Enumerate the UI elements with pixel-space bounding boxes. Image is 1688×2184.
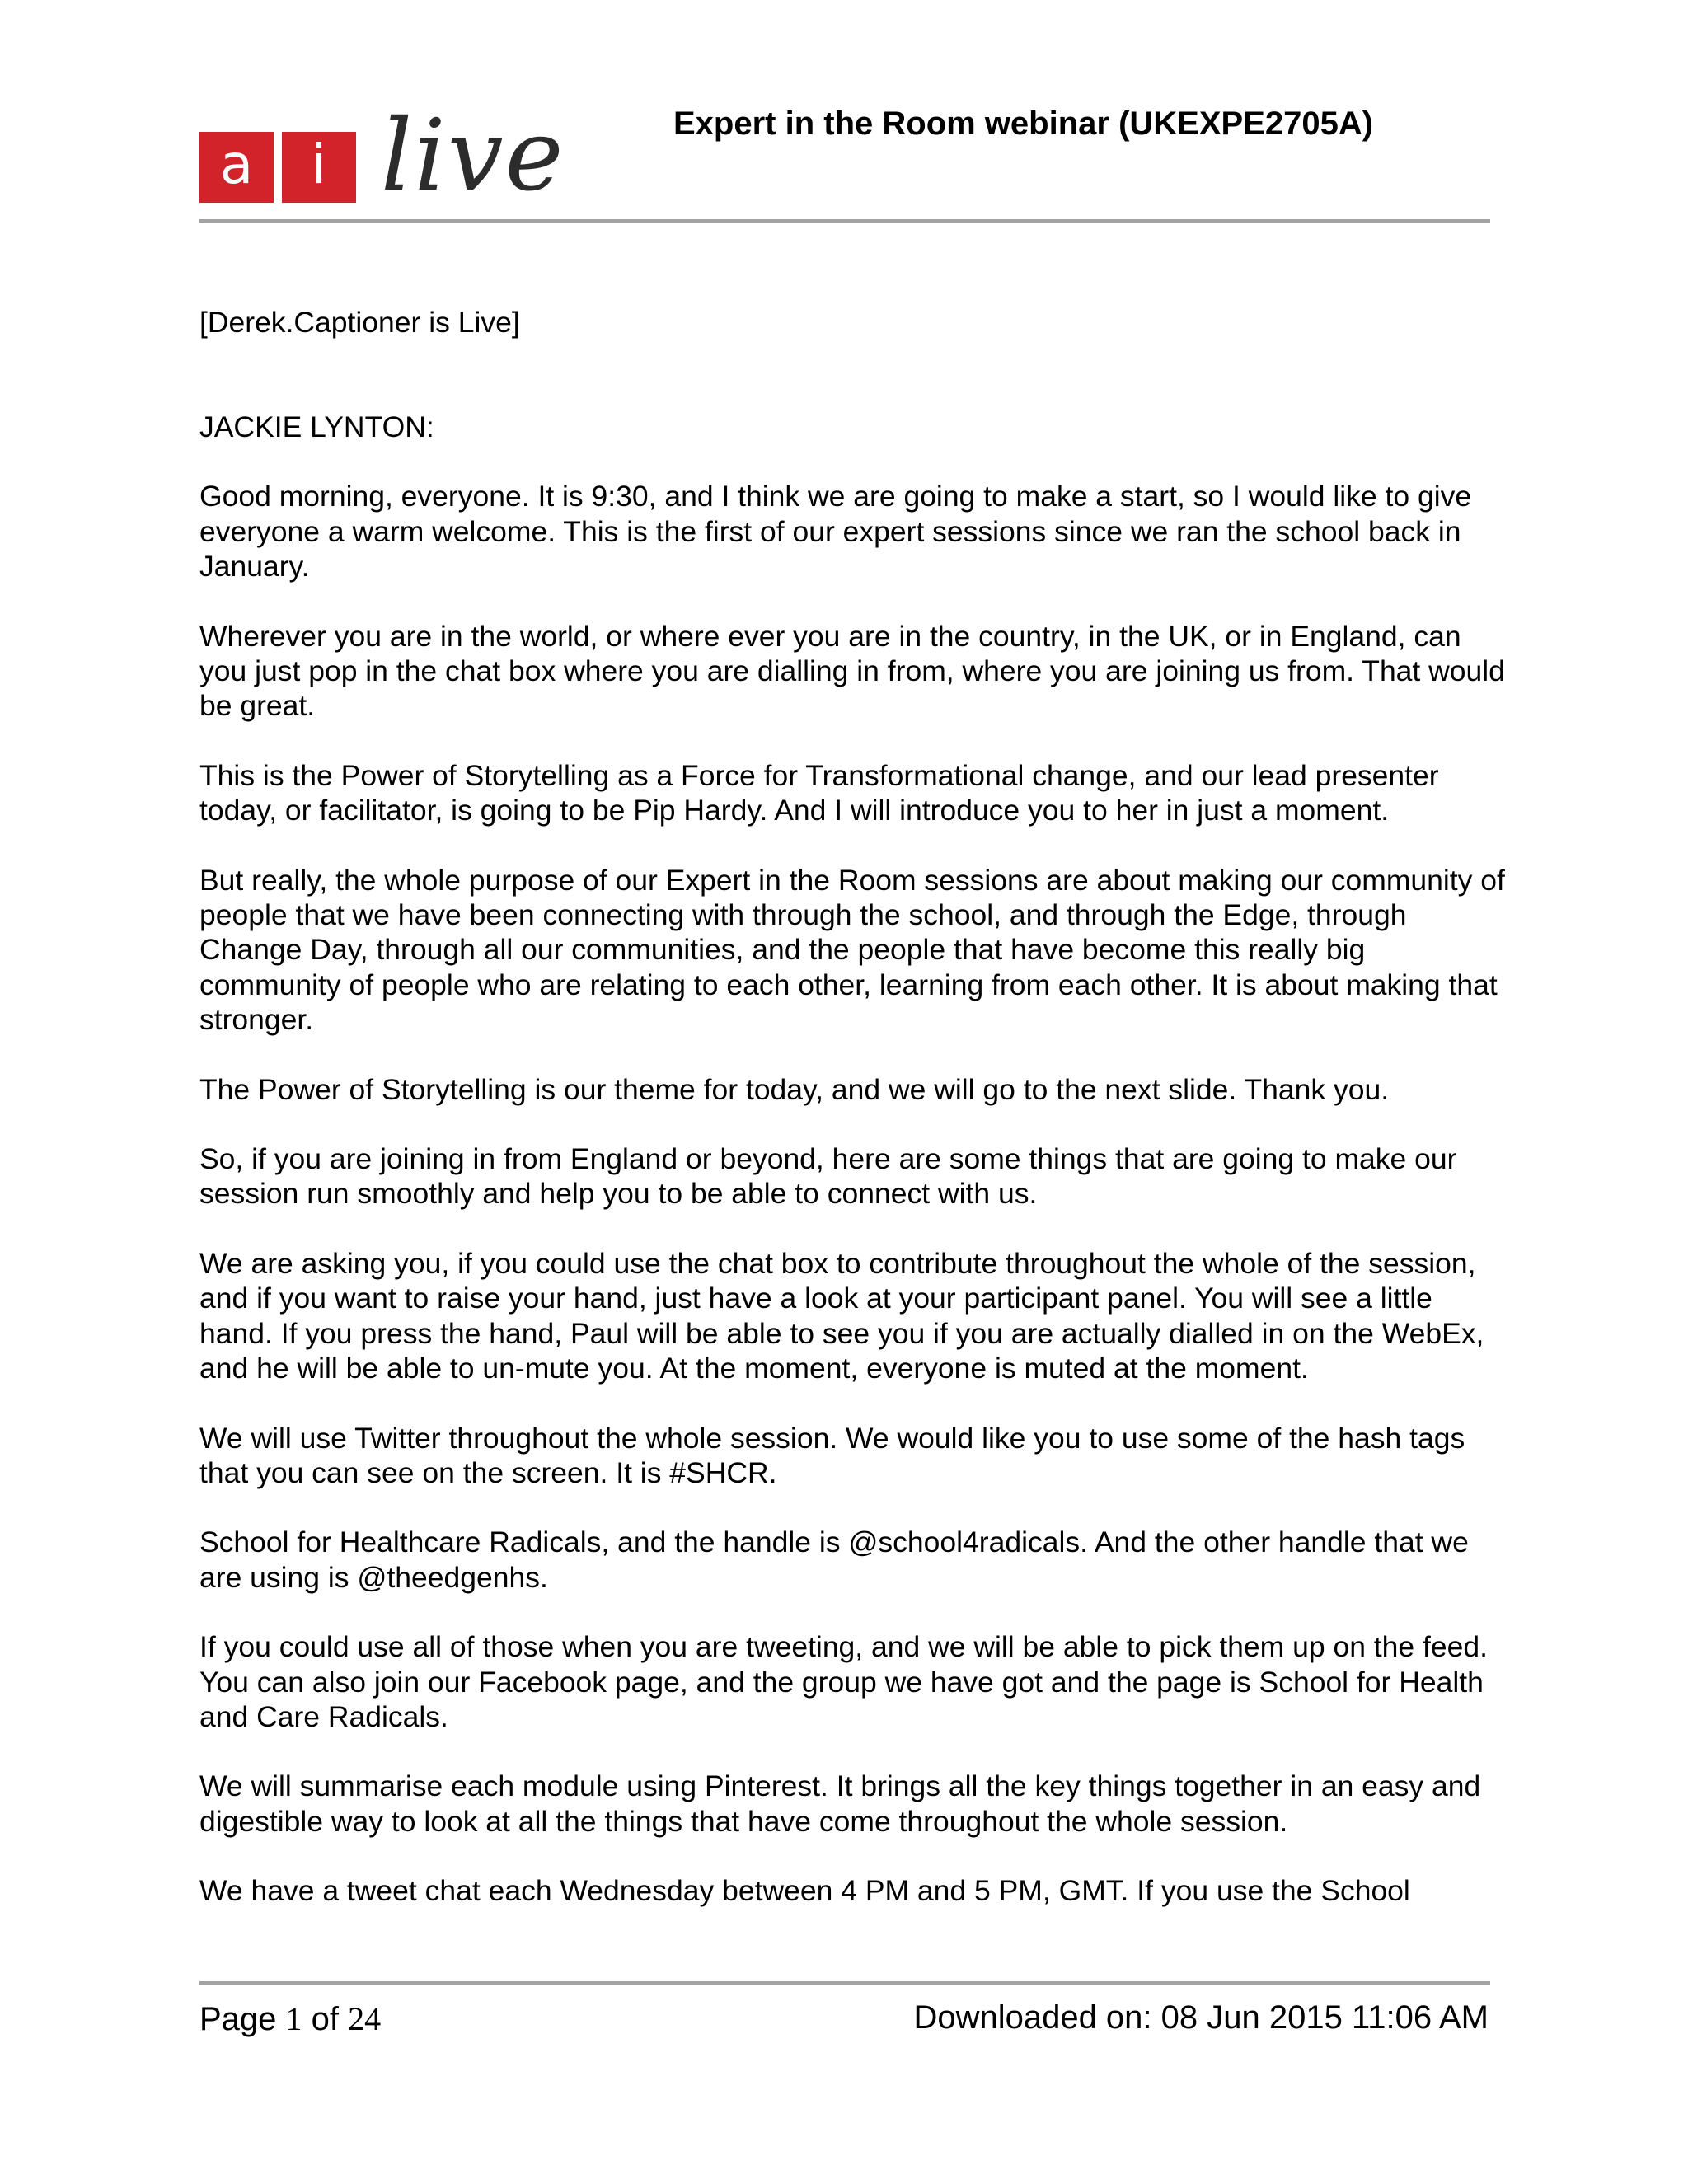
transcript-paragraph: If you could use all of those when you are tweeting, and we will be able to pick them up on the feed. You can also join our Facebook page, and the group we have got and the page is School for Health and Care Radicals.: [199, 1630, 1488, 1733]
page-number: [199, 1999, 381, 2038]
speaker-name: JACKIE LYNTON:: [199, 410, 434, 443]
document-title: Expert in the Room webinar (UKEXPE2705A): [673, 105, 1374, 142]
page-total: 24: [348, 2000, 382, 2037]
transcript-paragraph: We are asking you, if you could use the chat box to contribute throughout the whole of the session, and if you want to raise your hand, just have a look at your participant panel. You will see a little hand. If you press the hand, Paul will be able to see you if you are actually dialled in on the WebEx, and he will be able to un-mute you. At the moment, everyone is muted at the moment.: [199, 1247, 1484, 1385]
transcript-paragraph: We will use Twitter throughout the whole session. We would like you to use some of the hash tags that you can see on the screen. It is #SHCR.: [199, 1421, 1465, 1489]
transcript-paragraph: Wherever you are in the world, or where ever you are in the country, in the UK, or in England, can you just pop in the chat box where you are dialling in from, where you are joining us from. That would be great.: [199, 619, 1505, 723]
page-current: 1: [285, 2000, 302, 2037]
download-timestamp: Downloaded on: 08 Jun 2015 11:06 AM: [913, 1999, 1489, 2036]
logo-i-box: i: [282, 132, 356, 203]
transcript-paragraph: The Power of Storytelling is our theme for today, and we will go to the next slide. Thank you.: [199, 1072, 1390, 1106]
transcript-paragraph: We will summarise each module using Pinterest. It brings all the key things together in an easy and digestible way to look at all the things that have come throughout the whole session.: [199, 1769, 1481, 1838]
ai-live-logo: [199, 99, 565, 223]
logo-live-script: live: [381, 99, 565, 213]
transcript-body: [199, 305, 1510, 1943]
footer-divider: [199, 1981, 1490, 1985]
transcript-paragraph: We have a tweet chat each Wednesday between 4 PM and 5 PM, GMT. If you use the School: [199, 1874, 1410, 1908]
header-divider: [199, 219, 1490, 223]
transcript-paragraph: But really, the whole purpose of our Expert in the Room sessions are about making our community of people that we have been connecting with through the school, and through the Edge, through Change Day, through all our communities, and the people that have become this really big community of people who are relating to each other, learning from each other. It is about making that stronger.: [199, 863, 1505, 1036]
page-header: [199, 99, 1490, 223]
logo-a-box: a: [199, 132, 274, 203]
captioner-status: [Derek.Captioner is Live]: [199, 306, 520, 339]
page-of: of: [311, 2001, 340, 2037]
transcript-paragraph: This is the Power of Storytelling as a Force for Transformational change, and our lead presenter today, or facilitator, is going to be Pip Hardy. And I will introduce you to her in just a moment.: [199, 758, 1439, 827]
transcript-paragraph: Good morning, everyone. It is 9:30, and I think we are going to make a start, so I would like to give everyone a warm welcome. This is the first of our expert sessions since we ran the school back in January.: [199, 480, 1472, 583]
transcript-paragraph: School for Healthcare Radicals, and the handle is @school4radicals. And the other handle that we are using is @theedgenhs.: [199, 1526, 1469, 1594]
transcript-paragraph: So, if you are joining in from England or beyond, here are some things that are going to make our session run smoothly and help you to be able to connect with us.: [199, 1142, 1457, 1211]
page-label: Page: [199, 2001, 277, 2037]
